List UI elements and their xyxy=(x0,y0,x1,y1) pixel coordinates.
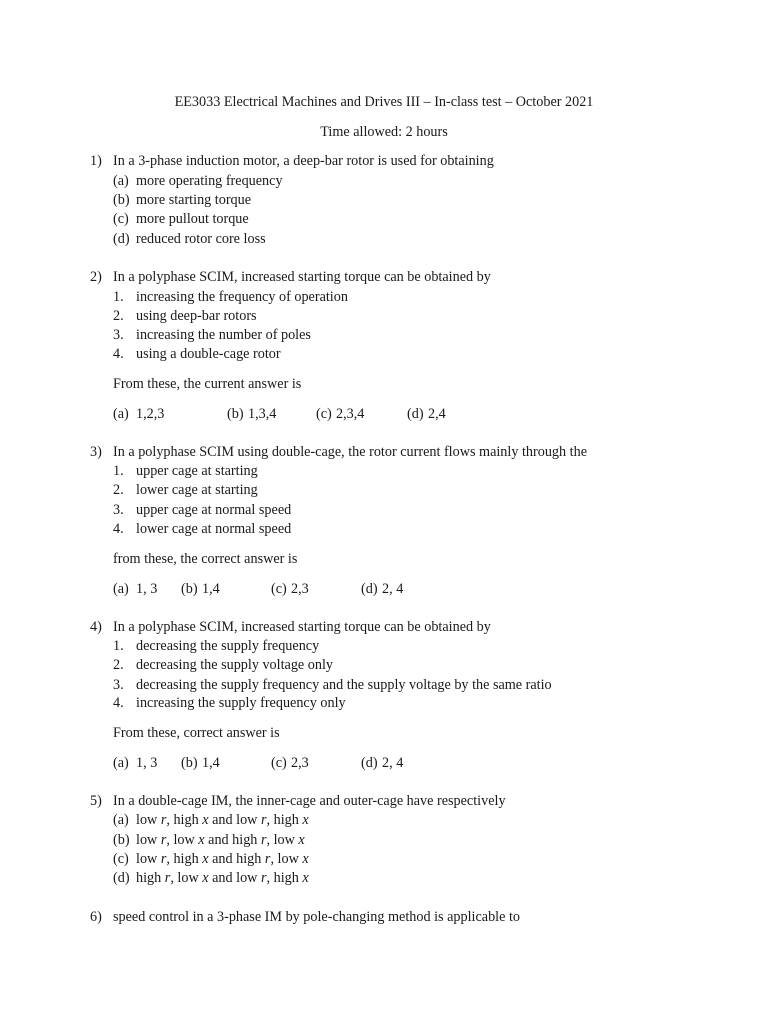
answer-text: 2,3 xyxy=(291,581,309,597)
time-allowed: Time allowed: 2 hours xyxy=(320,124,448,140)
answer-label: (d) xyxy=(361,755,378,771)
option-text: more pullout torque xyxy=(136,211,249,227)
question-number: 5) xyxy=(90,793,102,809)
answer-label: (a) xyxy=(113,581,129,597)
answer-prompt: from these, the correct answer is xyxy=(113,551,298,567)
option-label: (c) xyxy=(113,851,129,867)
item-text: decreasing the supply voltage only xyxy=(136,657,333,673)
item-label: 3. xyxy=(113,502,124,518)
exam-title: EE3033 Electrical Machines and Drives III – In-class test – October 2021 xyxy=(174,94,594,110)
answer-label: (b) xyxy=(181,581,198,597)
option-label: (a) xyxy=(113,812,129,828)
item-label: 1. xyxy=(113,638,124,654)
option-text: low r, low x and high r, low x xyxy=(136,832,305,848)
question-text: In a double-cage IM, the inner-cage and outer-cage have respectively xyxy=(113,793,506,809)
answer-text: 1, 3 xyxy=(136,581,158,597)
option-label: (b) xyxy=(113,192,130,208)
option-text: low r, high x and high r, low x xyxy=(136,851,309,867)
item-text: decreasing the supply frequency and the supply voltage by the same ratio xyxy=(136,677,552,693)
answer-label: (a) xyxy=(113,755,129,771)
answer-label: (c) xyxy=(271,581,287,597)
question-text: In a 3-phase induction motor, a deep-bar rotor is used for obtaining xyxy=(113,153,494,169)
item-text: using a double-cage rotor xyxy=(136,346,281,362)
item-text: decreasing the supply frequency xyxy=(136,638,320,654)
answer-label: (c) xyxy=(316,406,332,422)
answer-label: (d) xyxy=(407,406,424,422)
option-label: (b) xyxy=(113,832,130,848)
item-text: increasing the frequency of operation xyxy=(136,289,348,305)
item-label: 1. xyxy=(113,463,124,479)
answer-label: (d) xyxy=(361,581,378,597)
option-text: reduced rotor core loss xyxy=(136,231,266,247)
option-label: (d) xyxy=(113,870,130,886)
item-text: lower cage at normal speed xyxy=(136,521,292,537)
answer-label: (c) xyxy=(271,755,287,771)
option-label: (d) xyxy=(113,231,130,247)
item-label: 2. xyxy=(113,482,124,498)
option-label: (c) xyxy=(113,211,129,227)
answer-text: 1,4 xyxy=(202,755,220,771)
answer-label: (b) xyxy=(181,755,198,771)
question-number: 6) xyxy=(90,909,102,925)
question-number: 4) xyxy=(90,619,102,635)
item-text: upper cage at normal speed xyxy=(136,502,292,518)
item-label: 3. xyxy=(113,677,124,693)
answer-prompt: From these, the current answer is xyxy=(113,376,302,392)
question-text: In a polyphase SCIM using double-cage, the rotor current flows mainly through the xyxy=(113,444,587,460)
option-text: more operating frequency xyxy=(136,173,283,189)
answer-text: 2,4 xyxy=(428,406,446,422)
item-label: 1. xyxy=(113,289,124,305)
answer-text: 2, 4 xyxy=(382,755,404,771)
question-number: 1) xyxy=(90,153,102,169)
item-label: 3. xyxy=(113,327,124,343)
answer-label: (b) xyxy=(227,406,244,422)
question-text: speed control in a 3-phase IM by pole-changing method is applicable to xyxy=(113,909,520,925)
answer-text: 2,3 xyxy=(291,755,309,771)
item-label: 4. xyxy=(113,346,124,362)
option-text: low r, high x and low r, high x xyxy=(136,812,309,828)
item-text: lower cage at starting xyxy=(136,482,258,498)
question-text: In a polyphase SCIM, increased starting torque can be obtained by xyxy=(113,619,491,635)
answer-text: 1, 3 xyxy=(136,755,158,771)
answer-text: 2,3,4 xyxy=(336,406,365,422)
question-number: 3) xyxy=(90,444,102,460)
answer-text: 2, 4 xyxy=(382,581,404,597)
option-label: (a) xyxy=(113,173,129,189)
answer-text: 1,3,4 xyxy=(248,406,277,422)
option-text: high r, low x and low r, high x xyxy=(136,870,309,886)
answer-text: 1,4 xyxy=(202,581,220,597)
item-label: 4. xyxy=(113,521,124,537)
question-text: In a polyphase SCIM, increased starting torque can be obtained by xyxy=(113,269,491,285)
option-text: more starting torque xyxy=(136,192,252,208)
item-text: increasing the supply frequency only xyxy=(136,695,346,711)
item-text: increasing the number of poles xyxy=(136,327,311,343)
item-label: 4. xyxy=(113,695,124,711)
item-text: using deep-bar rotors xyxy=(136,308,257,324)
answer-text: 1,2,3 xyxy=(136,406,165,422)
item-label: 2. xyxy=(113,657,124,673)
item-label: 2. xyxy=(113,308,124,324)
item-text: upper cage at starting xyxy=(136,463,258,479)
answer-label: (a) xyxy=(113,406,129,422)
answer-prompt: From these, correct answer is xyxy=(113,725,280,741)
question-number: 2) xyxy=(90,269,102,285)
